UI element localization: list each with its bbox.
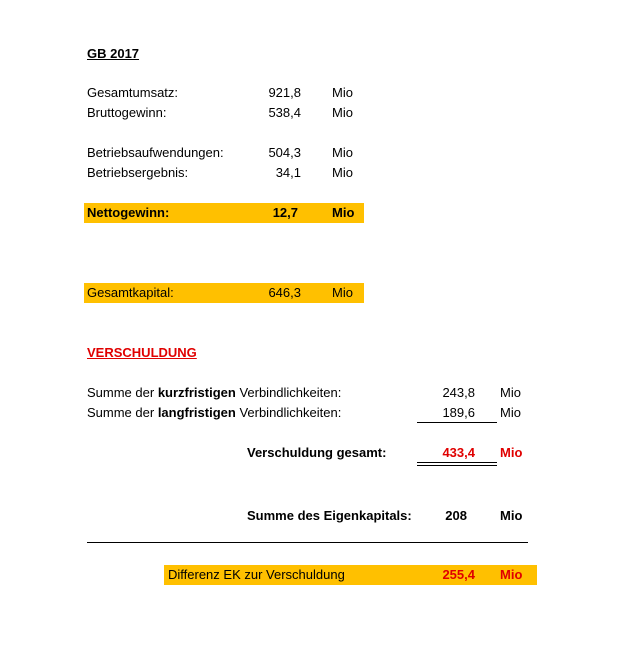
section-divider bbox=[87, 542, 528, 543]
value-betriebsaufwendungen: 504,3 bbox=[268, 145, 301, 160]
label-langfristige-verbindlichkeiten: Summe der langfristigen Verbindlichkeiten: bbox=[87, 405, 342, 420]
value-differenz: 255,4 bbox=[442, 567, 475, 582]
value-kurzfristige-verbindlichkeiten: 243,8 bbox=[442, 385, 475, 400]
label-kurzfristige-verbindlichkeiten: Summe der kurzfristigen Verbindlichkeiten: bbox=[87, 385, 342, 400]
unit-eigenkapital: Mio bbox=[500, 508, 523, 523]
label-bruttogewinn: Bruttogewinn: bbox=[87, 105, 167, 120]
value-eigenkapital: 208 bbox=[445, 508, 467, 523]
value-betriebsergebnis: 34,1 bbox=[275, 165, 301, 180]
label-betriebsaufwendungen: Betriebsaufwendungen: bbox=[87, 145, 224, 160]
unit-betriebsergebnis: Mio bbox=[332, 165, 353, 180]
unit-gesamtkapital: Mio bbox=[332, 285, 353, 300]
sum-underline bbox=[417, 422, 497, 423]
label-differenz: Differenz EK zur Verschuldung bbox=[168, 567, 345, 582]
unit-langfristige: Mio bbox=[500, 405, 521, 420]
double-underline-bottom bbox=[417, 465, 497, 466]
page-title: GB 2017 bbox=[87, 46, 140, 61]
value-verschuldung-gesamt: 433,4 bbox=[442, 445, 475, 460]
label-verschuldung-gesamt: Verschuldung gesamt: bbox=[247, 445, 387, 460]
value-gesamtumsatz: 921,8 bbox=[268, 85, 301, 100]
label-betriebsergebnis: Betriebsergebnis: bbox=[87, 165, 189, 180]
value-bruttogewinn: 538,4 bbox=[268, 105, 301, 120]
unit-bruttogewinn: Mio bbox=[332, 105, 353, 120]
unit-betriebsaufwendungen: Mio bbox=[332, 145, 353, 160]
double-underline-top bbox=[417, 462, 497, 463]
unit-gesamtumsatz: Mio bbox=[332, 85, 353, 100]
label-nettogewinn: Nettogewinn: bbox=[87, 205, 170, 220]
value-langfristige-verbindlichkeiten: 189,6 bbox=[442, 405, 475, 420]
section-heading-verschuldung: VERSCHULDUNG bbox=[87, 345, 197, 360]
label-gesamtumsatz: Gesamtumsatz: bbox=[87, 85, 179, 100]
value-nettogewinn: 12,7 bbox=[272, 205, 298, 220]
unit-verschuldung-gesamt: Mio bbox=[500, 445, 523, 460]
label-eigenkapital: Summe des Eigenkapitals: bbox=[247, 508, 412, 523]
unit-differenz: Mio bbox=[500, 567, 523, 582]
unit-kurzfristige: Mio bbox=[500, 385, 521, 400]
value-gesamtkapital: 646,3 bbox=[268, 285, 301, 300]
label-gesamtkapital: Gesamtkapital: bbox=[87, 285, 174, 300]
unit-nettogewinn: Mio bbox=[332, 205, 355, 220]
